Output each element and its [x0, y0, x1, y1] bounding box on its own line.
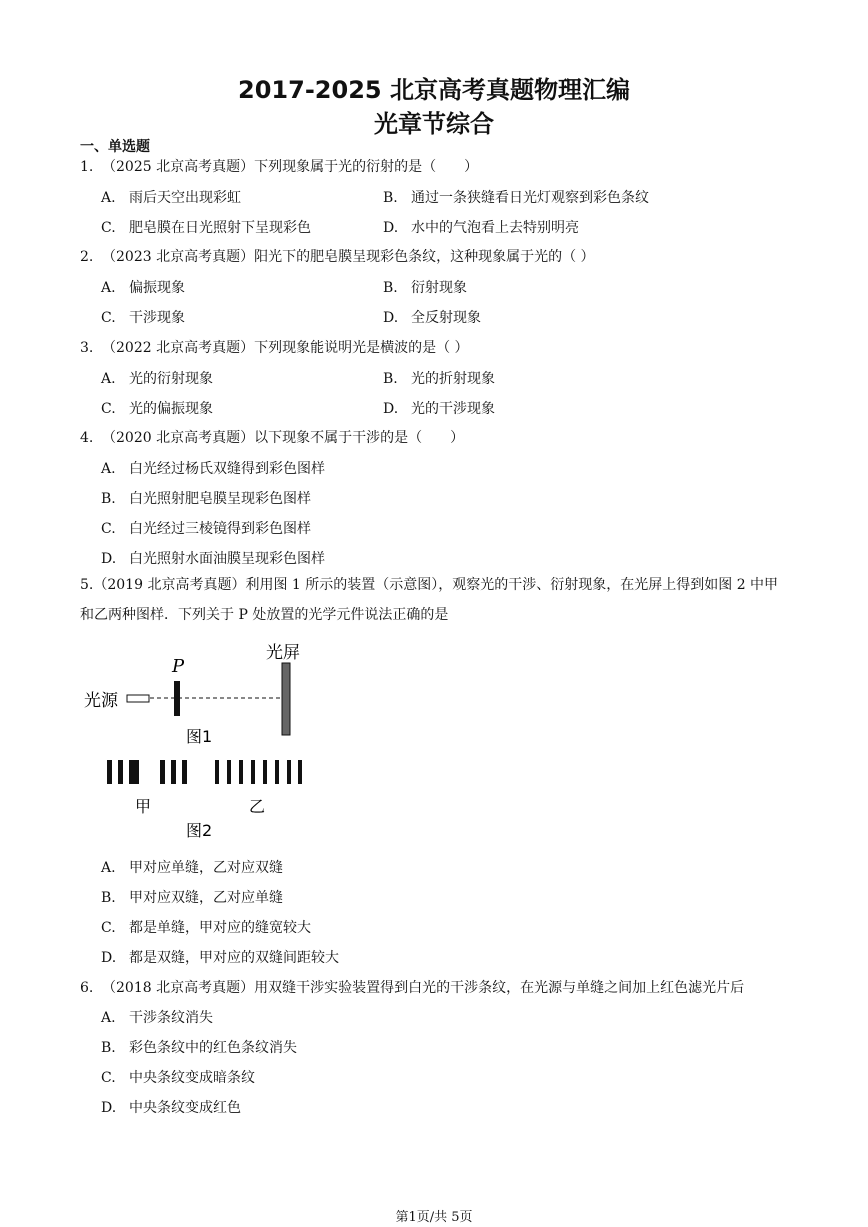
figure-1-caption: 图1	[186, 727, 213, 746]
light-source	[127, 695, 149, 702]
fringe-bar	[275, 760, 279, 784]
fringe-bar	[182, 760, 187, 784]
question-stem: （2018 北京高考真题）用双缝干涉实验装置得到白光的干涉条纹，在光源与单缝之间加上红色滤光片后	[102, 980, 745, 996]
option-letter: C.	[101, 521, 116, 537]
option-text: 干涉条纹消失	[129, 1010, 213, 1026]
fringe-bar	[107, 760, 112, 784]
option-b[interactable]	[383, 277, 467, 297]
option-letter: D.	[383, 220, 399, 236]
page-footer: 第1页/共 5页	[395, 1210, 473, 1225]
option-letter: C.	[101, 310, 116, 326]
fringe-bar	[298, 760, 302, 784]
question-2	[80, 246, 595, 266]
option-letter: B.	[101, 491, 116, 507]
option-d[interactable]	[101, 947, 339, 967]
option-d[interactable]	[101, 1097, 241, 1117]
question-3	[80, 337, 469, 357]
question-number: 5.	[80, 577, 94, 593]
yi-label: 乙	[249, 797, 266, 816]
optics-figure	[78, 636, 318, 846]
fringe-bar	[215, 760, 219, 784]
option-c[interactable]	[101, 398, 213, 418]
fringe-bar	[171, 760, 176, 784]
pattern-yi	[215, 760, 302, 784]
option-c[interactable]	[101, 518, 311, 538]
option-letter: A.	[101, 371, 116, 387]
option-letter: C.	[101, 401, 116, 417]
question-stem: （2022 北京高考真题）下列现象能说明光是横波的是（ ）	[102, 340, 469, 356]
option-a[interactable]	[101, 368, 213, 388]
option-letter: B.	[383, 190, 398, 206]
fringe-bar	[160, 760, 165, 784]
fringe-bar	[118, 760, 123, 784]
option-b[interactable]	[383, 368, 495, 388]
option-text: 雨后天空出现彩虹	[129, 190, 241, 206]
option-c[interactable]	[101, 1067, 255, 1087]
option-letter: A.	[101, 190, 116, 206]
option-text: 都是单缝，甲对应的缝宽较大	[129, 920, 311, 936]
figure-2-caption: 图2	[186, 821, 213, 840]
option-letter: D.	[101, 950, 117, 966]
option-text: 白光经过杨氏双缝得到彩色图样	[129, 461, 325, 477]
question-5	[80, 570, 785, 630]
option-text: 水中的气泡看上去特别明亮	[411, 220, 579, 236]
option-text: 都是双缝，甲对应的双缝间距较大	[129, 950, 339, 966]
p-label: P	[172, 656, 185, 677]
option-letter: D.	[383, 310, 399, 326]
fringe-bar	[239, 760, 243, 784]
option-b[interactable]	[101, 488, 311, 508]
question-1	[80, 156, 478, 176]
option-letter: C.	[101, 920, 116, 936]
option-text: 全反射现象	[411, 310, 481, 326]
jia-label: 甲	[135, 797, 152, 816]
option-a[interactable]	[101, 1007, 213, 1027]
option-a[interactable]	[101, 187, 241, 207]
option-text: 彩色条纹中的红色条纹消失	[129, 1040, 297, 1056]
option-text: 偏振现象	[129, 280, 185, 296]
question-number: 4.	[80, 430, 94, 446]
option-text: 光的衍射现象	[129, 371, 213, 387]
section-heading: 一、单选题	[80, 139, 150, 155]
option-text: 中央条纹变成红色	[129, 1100, 241, 1116]
question-number: 1.	[80, 159, 94, 175]
option-text: 甲对应双缝，乙对应单缝	[129, 890, 283, 906]
light-screen	[282, 663, 290, 735]
option-text: 光的折射现象	[411, 371, 495, 387]
option-text: 白光经过三棱镜得到彩色图样	[129, 521, 311, 537]
option-letter: A.	[101, 280, 116, 296]
fringe-bar	[263, 760, 267, 784]
option-letter: B.	[383, 371, 398, 387]
option-text: 光的干涉现象	[411, 401, 495, 417]
option-text: 甲对应单缝，乙对应双缝	[129, 860, 283, 876]
option-text: 白光照射肥皂膜呈现彩色图样	[129, 491, 311, 507]
option-letter: D.	[383, 401, 399, 417]
question-number: 3.	[80, 340, 94, 356]
fringe-bar	[287, 760, 291, 784]
question-number: 6.	[80, 980, 94, 996]
option-letter: D.	[101, 1100, 117, 1116]
option-text: 干涉现象	[129, 310, 185, 326]
option-d[interactable]	[383, 217, 579, 237]
question-6	[80, 977, 744, 997]
option-letter: C.	[101, 1070, 116, 1086]
option-text: 中央条纹变成暗条纹	[129, 1070, 255, 1086]
option-text: 通过一条狭缝看日光灯观察到彩色条纹	[411, 190, 649, 206]
option-c[interactable]	[101, 217, 311, 237]
option-d[interactable]	[383, 398, 495, 418]
question-4	[80, 427, 464, 447]
option-text: 光的偏振现象	[129, 401, 213, 417]
screen-label: 光屏	[266, 643, 300, 663]
question-stem: （2020 北京高考真题）以下现象不属于干涉的是（ ）	[102, 430, 465, 446]
option-letter: C.	[101, 220, 116, 236]
apparatus-diagram	[78, 636, 318, 846]
option-b[interactable]	[101, 1037, 297, 1057]
option-letter: B.	[101, 1040, 116, 1056]
optical-element-p	[174, 681, 180, 716]
option-c[interactable]	[101, 917, 311, 937]
fringe-bar	[227, 760, 231, 784]
option-letter: A.	[101, 860, 116, 876]
option-letter: D.	[101, 551, 117, 567]
page-subtitle: 光章节综合	[374, 110, 494, 138]
option-letter: A.	[101, 461, 116, 477]
question-stem: （2019 北京高考真题）利用图 1 所示的装置（示意图），观察光的干涉、衍射现象，在光屏上得到如图 2 中甲和乙两种图样．下列关于 P 处放置的光学元件说法正确的是	[80, 577, 779, 623]
option-d[interactable]	[383, 307, 481, 327]
page-title: 2017-2025 北京高考真题物理汇编	[238, 76, 630, 104]
option-letter: B.	[101, 890, 116, 906]
option-letter: B.	[383, 280, 398, 296]
fringe-bar	[251, 760, 255, 784]
question-number: 2.	[80, 249, 94, 265]
light-source-label: 光源	[84, 691, 118, 711]
option-a[interactable]	[101, 458, 325, 478]
option-text: 白光照射水面油膜呈现彩色图样	[129, 551, 325, 567]
option-d[interactable]	[101, 548, 325, 568]
pattern-jia	[107, 760, 187, 784]
option-a[interactable]	[101, 277, 185, 297]
question-stem: （2023 北京高考真题）阳光下的肥皂膜呈现彩色条纹，这种现象属于光的（ ）	[102, 249, 595, 265]
option-text: 衍射现象	[411, 280, 467, 296]
option-c[interactable]	[101, 307, 185, 327]
option-b[interactable]	[101, 887, 283, 907]
option-text: 肥皂膜在日光照射下呈现彩色	[129, 220, 311, 236]
option-a[interactable]	[101, 857, 283, 877]
question-stem: （2025 北京高考真题）下列现象属于光的衍射的是（ ）	[102, 159, 479, 175]
option-b[interactable]	[383, 187, 649, 207]
fringe-bar	[129, 760, 139, 784]
option-letter: A.	[101, 1010, 116, 1026]
